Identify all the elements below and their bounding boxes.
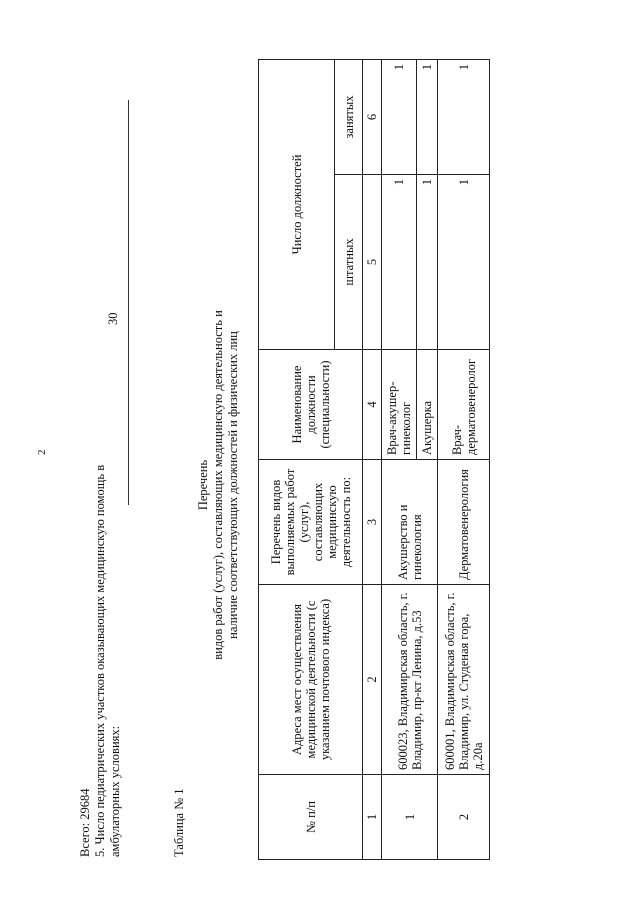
row-staff-count: 1 xyxy=(417,175,438,350)
row-address: 600001, Владимирская область, г. Владимир, ул. Студеная гора, д.20а xyxy=(438,585,490,775)
row-position-name: Акушерка xyxy=(417,350,438,460)
row-num: 1 xyxy=(382,775,438,860)
row-services: Дерматовенерология xyxy=(438,460,490,585)
table-heading xyxy=(196,205,241,765)
heading-line-2: наличие соответствующих должностей и физических лиц xyxy=(226,331,240,639)
item-5-value: 30 xyxy=(106,312,120,325)
column-number: 6 xyxy=(363,59,382,174)
header-positions-count: Число должностей xyxy=(259,59,335,349)
row-address: 600023, Владимирская область, г. Владимир, пр-кт Ленина, д.53 xyxy=(382,585,438,775)
row-position-name: Врач-дерматовенеролог xyxy=(438,350,490,460)
row-num: 2 xyxy=(438,775,490,860)
row-services: Акушерство и гинекология xyxy=(382,460,438,585)
header-num: № п/п xyxy=(259,775,363,860)
item-5-text xyxy=(93,437,123,857)
item-5-line-1: 5. Число педиатрических участков оказывающих медицинскую помощь в xyxy=(93,464,107,857)
row-position-name: Врач-акушер-гинеколог xyxy=(382,350,417,460)
heading-line-1: видов работ (услуг), составляющих медицинскую деятельность и xyxy=(211,310,225,660)
table-header-row xyxy=(259,59,335,859)
header-occupied: занятых xyxy=(335,59,363,174)
table-row xyxy=(382,59,417,859)
row-staff-count: 1 xyxy=(438,175,490,350)
row-occupied-count: 1 xyxy=(438,59,490,174)
row-occupied-count: 1 xyxy=(417,59,438,174)
column-number: 5 xyxy=(363,175,382,350)
heading-title: Перечень xyxy=(196,459,210,511)
header-position: Наименование должности (специальности) xyxy=(259,350,363,460)
table-row xyxy=(438,59,490,859)
column-number: 1 xyxy=(363,775,382,860)
header-services: Перечень видов выполняемых работ (услуг), составляющих медицинскую деятельность по: xyxy=(259,460,363,585)
column-number: 4 xyxy=(363,350,382,460)
total-line: Всего: 29684 xyxy=(78,788,92,857)
item-5-underline xyxy=(128,100,129,505)
column-number: 3 xyxy=(363,460,382,585)
column-number: 2 xyxy=(363,585,382,775)
page-number: 2 xyxy=(36,449,48,455)
row-occupied-count: 1 xyxy=(382,59,417,174)
header-address: Адреса мест осуществления медицинской деятельности (с указанием почтового индекса) xyxy=(259,585,363,775)
row-staff-count: 1 xyxy=(382,175,417,350)
item-5-line-2: амбулаторных условиях: xyxy=(108,725,122,857)
column-number-row xyxy=(363,59,382,859)
table-label: Таблица № 1 xyxy=(172,788,186,857)
header-staff: штатных xyxy=(335,175,363,350)
services-table xyxy=(258,59,490,860)
